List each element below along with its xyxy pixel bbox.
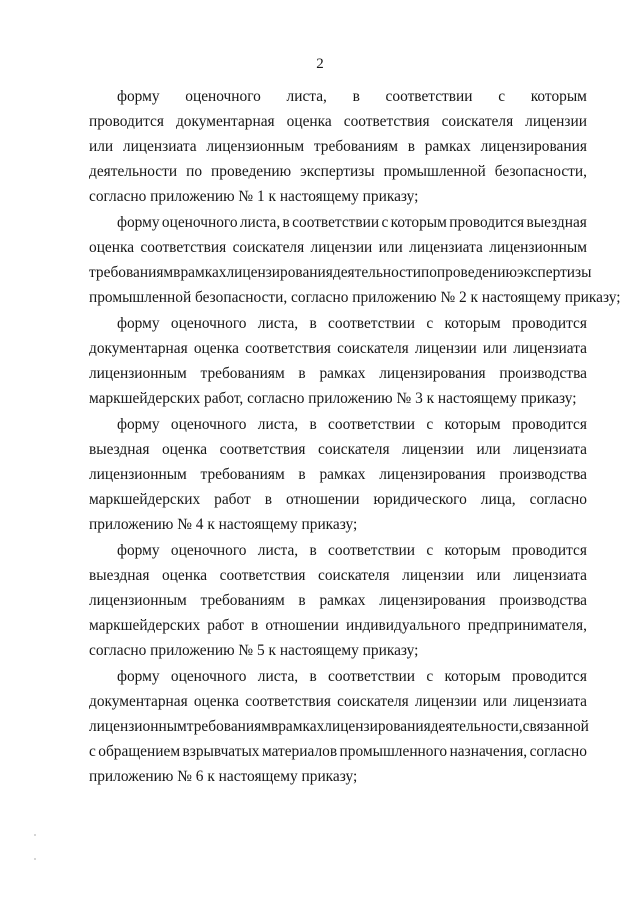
text-line: согласно приложению № 5 к настоящему приказу; (89, 642, 419, 659)
text-line: маркшейдерских работ в отношении юридического лица, согласно (89, 491, 587, 508)
text-line: лицензионным требованиям в рамках лицензирования производства (89, 466, 587, 483)
text-line: лицензионным требованиям в рамках лицензирования производства (89, 365, 587, 382)
text-line: оценка соответствия соискателя лицензии или лицензиата лицензионным (89, 239, 587, 256)
text-line: приложению № 4 к настоящему приказу; (89, 516, 358, 533)
text-line: форму оценочного листа, в соответствии с которым проводится (117, 668, 587, 685)
text-line: с обращением взрывчатых материалов промышленного назначения, согласно (89, 743, 587, 760)
text-line: промышленной безопасности, согласно приложению № 2 к настоящему приказу; (89, 289, 621, 306)
text-line: маркшейдерских работ, согласно приложению № 3 к настоящему приказу; (89, 390, 577, 407)
text-line: лицензионным требованиям в рамках лицензирования производства (89, 592, 587, 609)
text-line: деятельности по проведению экспертизы промышленной безопасности, (89, 163, 587, 180)
scan-speck (34, 834, 36, 836)
text-line: форму оценочного листа, в соответствии с которым проводится выездная (117, 214, 587, 231)
text-line: приложению № 6 к настоящему приказу; (89, 768, 358, 785)
text-line: форму оценочного листа, в соответствии с которым проводится (117, 542, 587, 559)
text-line: форму оценочного листа, в соответствии с которым проводится (117, 416, 587, 433)
text-line: выездная оценка соответствия соискателя лицензии или лицензиата (89, 567, 587, 584)
text-line: форму оценочного листа, в соответствии с которым (117, 88, 587, 105)
text-line: проводится документарная оценка соответствия соискателя лицензии (89, 113, 587, 130)
text-line: или лицензиата лицензионным требованиям в рамках лицензирования (89, 138, 587, 155)
text-line: выездная оценка соответствия соискателя лицензии или лицензиата (89, 441, 587, 458)
text-line: форму оценочного листа, в соответствии с которым проводится (117, 315, 587, 332)
text-line: документарная оценка соответствия соискателя лицензии или лицензиата (89, 693, 587, 710)
text-line: маркшейдерских работ в отношении индивидуального предпринимателя, (89, 617, 587, 634)
page-number: 2 (316, 56, 324, 72)
text-line: согласно приложению № 1 к настоящему приказу; (89, 188, 419, 205)
text-line: документарная оценка соответствия соискателя лицензии или лицензиата (89, 340, 587, 357)
text-line: требованиям в рамках лицензирования деятельности по проведению экспертизы (89, 264, 592, 281)
text-line: лицензионным требованиям в рамках лицензирования деятельности, связанной (89, 718, 589, 735)
scan-speck (34, 858, 36, 860)
